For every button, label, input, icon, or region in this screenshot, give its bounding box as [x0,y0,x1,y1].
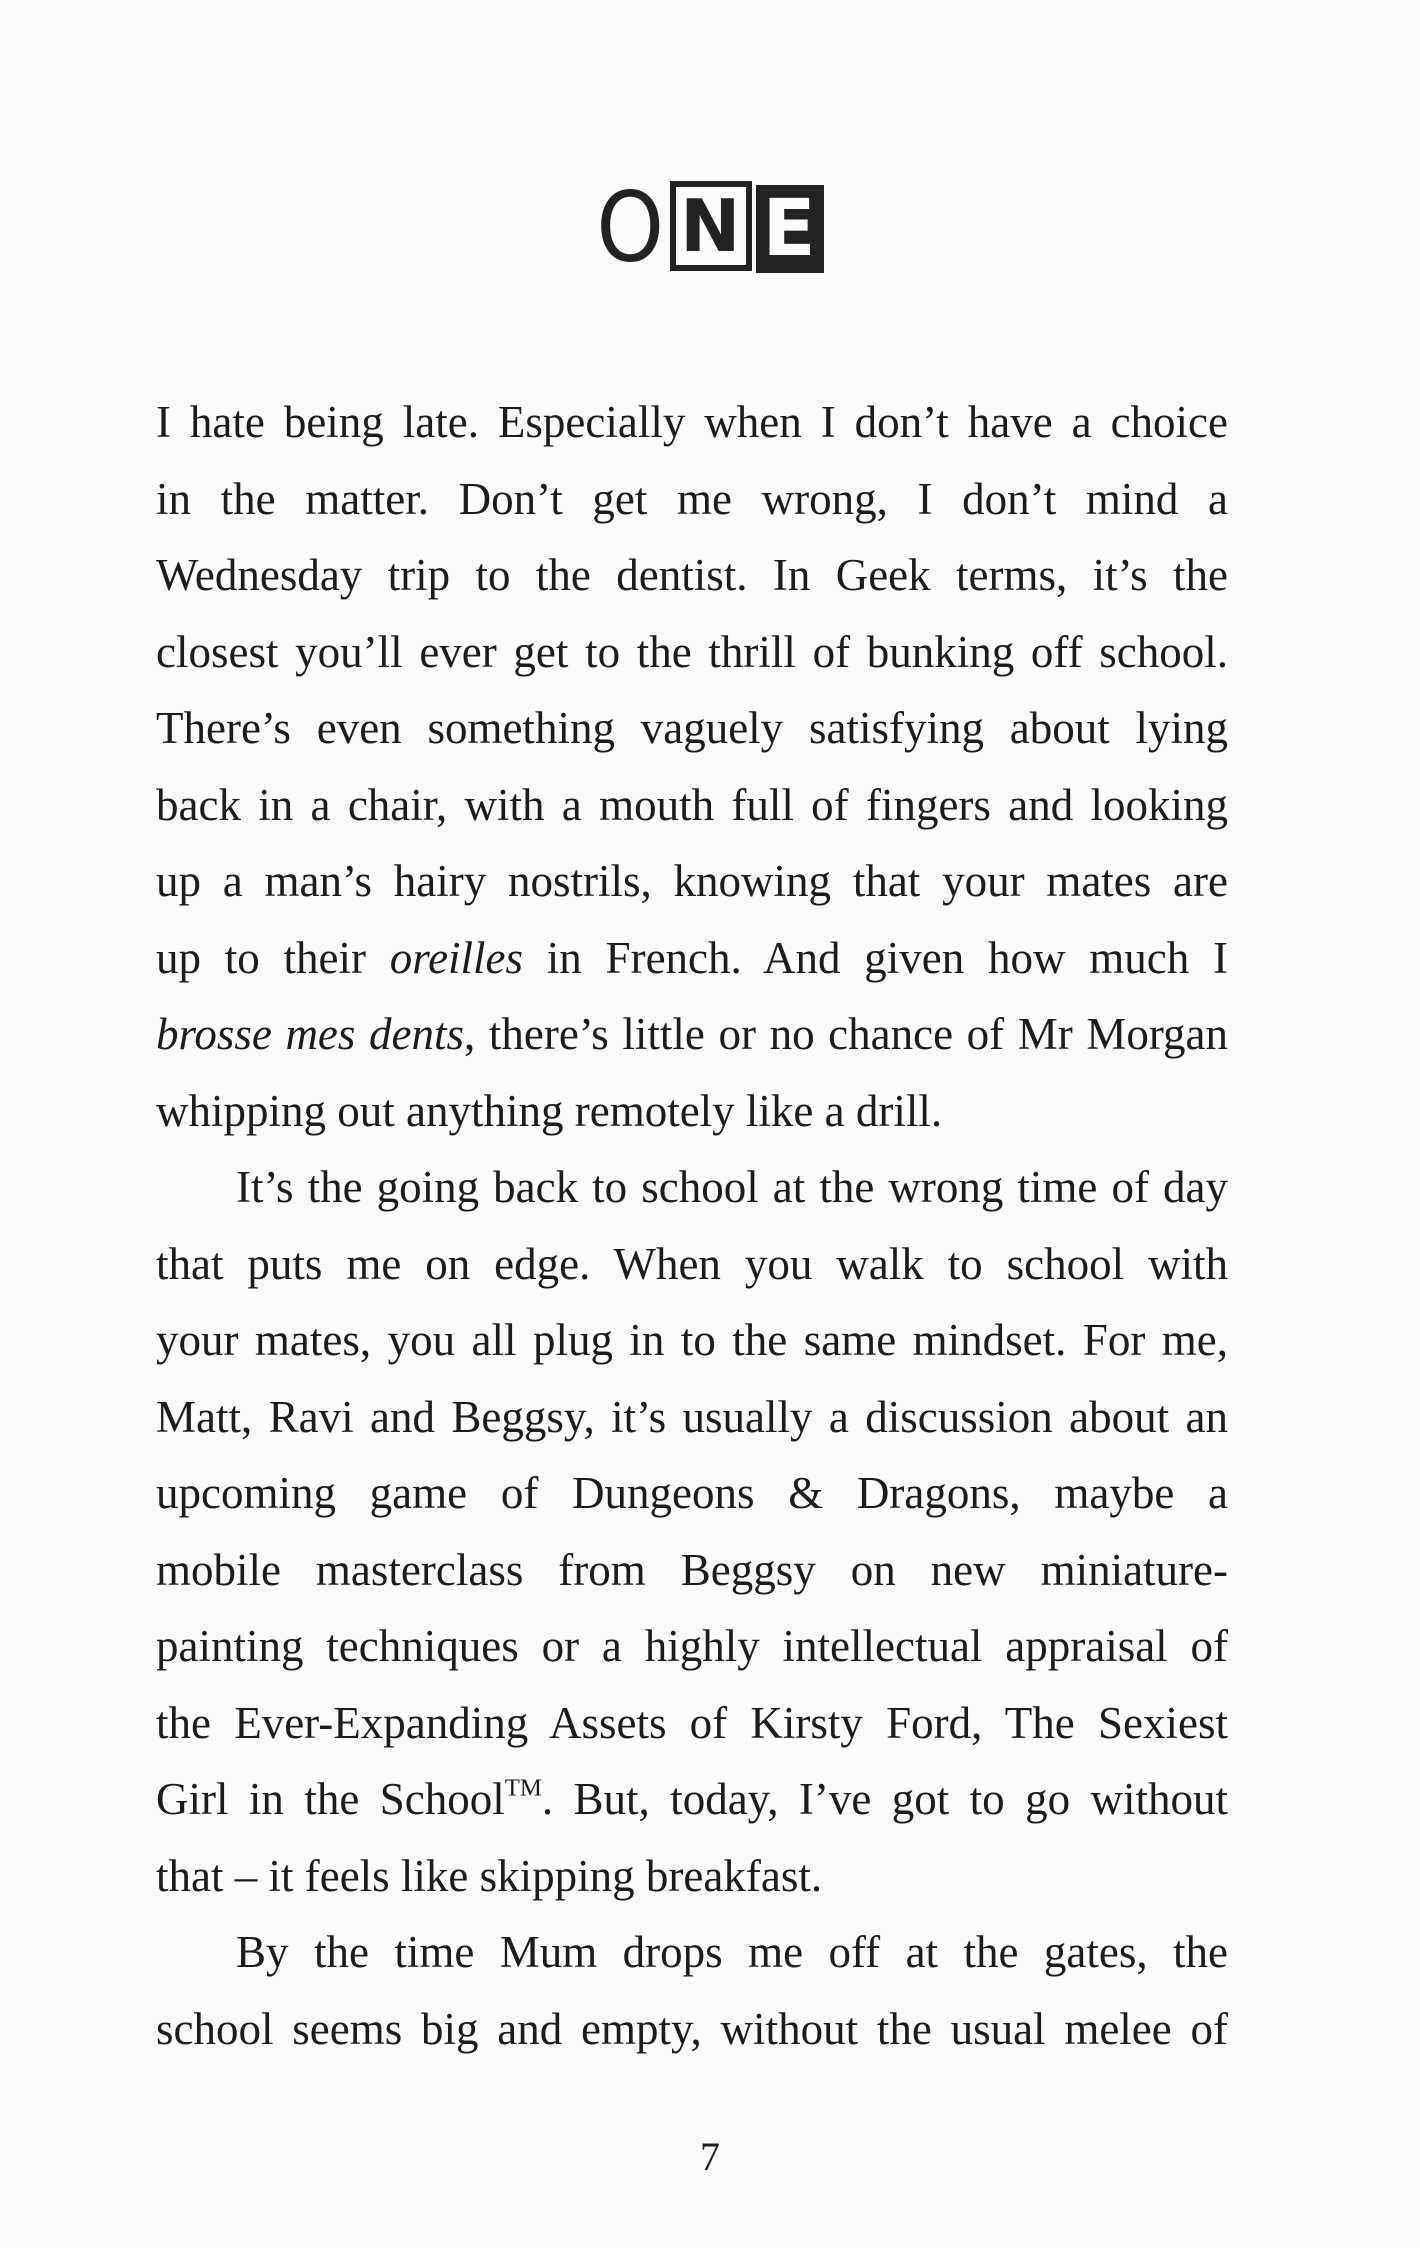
italic-text: brosse mes dents [156,1009,465,1059]
text-line: By the time Mum drops me off at the gates, the [236,1927,1228,1977]
text-line: mobile masterclass from Beggsy on new miniature- [156,1544,1228,1595]
text-line: your mates, you all plug in to the same mindset. For me, [156,1315,1228,1365]
text-run: in French. And given how much I [523,932,1228,983]
text-line: Matt, Ravi and Beggsy, it’s usually a discussion about an [156,1391,1228,1442]
paragraph-3 [156,1914,1228,2067]
chapter-title-letter-n: N [670,181,752,271]
text-line: the Ever-Expanding Assets of Kirsty Ford, The Sexiest [156,1697,1228,1748]
text-line: that – it feels like skipping breakfast. [156,1850,823,1901]
text-run: up to their [156,932,390,983]
page-number: 7 [700,2134,720,2179]
text-line: in the matter. Don’t get me wrong, I don’t mind a [156,473,1228,524]
text-line: Wednesday trip to the dentist. In Geek terms, it’s the [156,550,1228,600]
text-line: It’s the going back to school at the wrong time of day [236,1162,1228,1212]
text-line: up a man’s hairy nostrils, knowing that your mates are [156,856,1228,906]
text-line: painting techniques or a highly intellectual appraisal of [156,1621,1228,1671]
trademark-superscript: TM [504,1774,542,1802]
body-text [156,384,1228,2067]
text-line [156,996,1228,1073]
chapter-title [0,172,1420,284]
text-line: school seems big and empty, without the usual melee of [156,2003,1228,2054]
text-run: Girl in the School [156,1774,505,1824]
text-line: closest you’ll ever get to the thrill of bunking off school. [156,626,1228,677]
text-run: , there’s little or no chance of Mr Morgan [464,1009,1229,1059]
paragraph-2 [156,1149,1228,1914]
text-line: back in a chair, with a mouth full of fingers and looking [156,779,1228,830]
text-line: There’s even something vaguely satisfying about lying [156,703,1228,753]
text-line: I hate being late. Especially when I don’t have a choice [156,397,1228,447]
text-line [156,1761,1228,1838]
paragraph-1 [156,384,1228,1149]
text-line: upcoming game of Dungeons & Dragons, maybe a [156,1468,1228,1518]
italic-text: oreilles [389,932,524,983]
text-line [156,920,1228,997]
text-line: that puts me on edge. When you walk to school with [156,1238,1228,1289]
text-run: . But, today, I’ve got to go without [541,1774,1229,1824]
chapter-title-letter-e: E [756,185,823,273]
text-line: whipping out anything remotely like a drill. [156,1085,943,1136]
chapter-title-letter-o: O [596,172,667,284]
